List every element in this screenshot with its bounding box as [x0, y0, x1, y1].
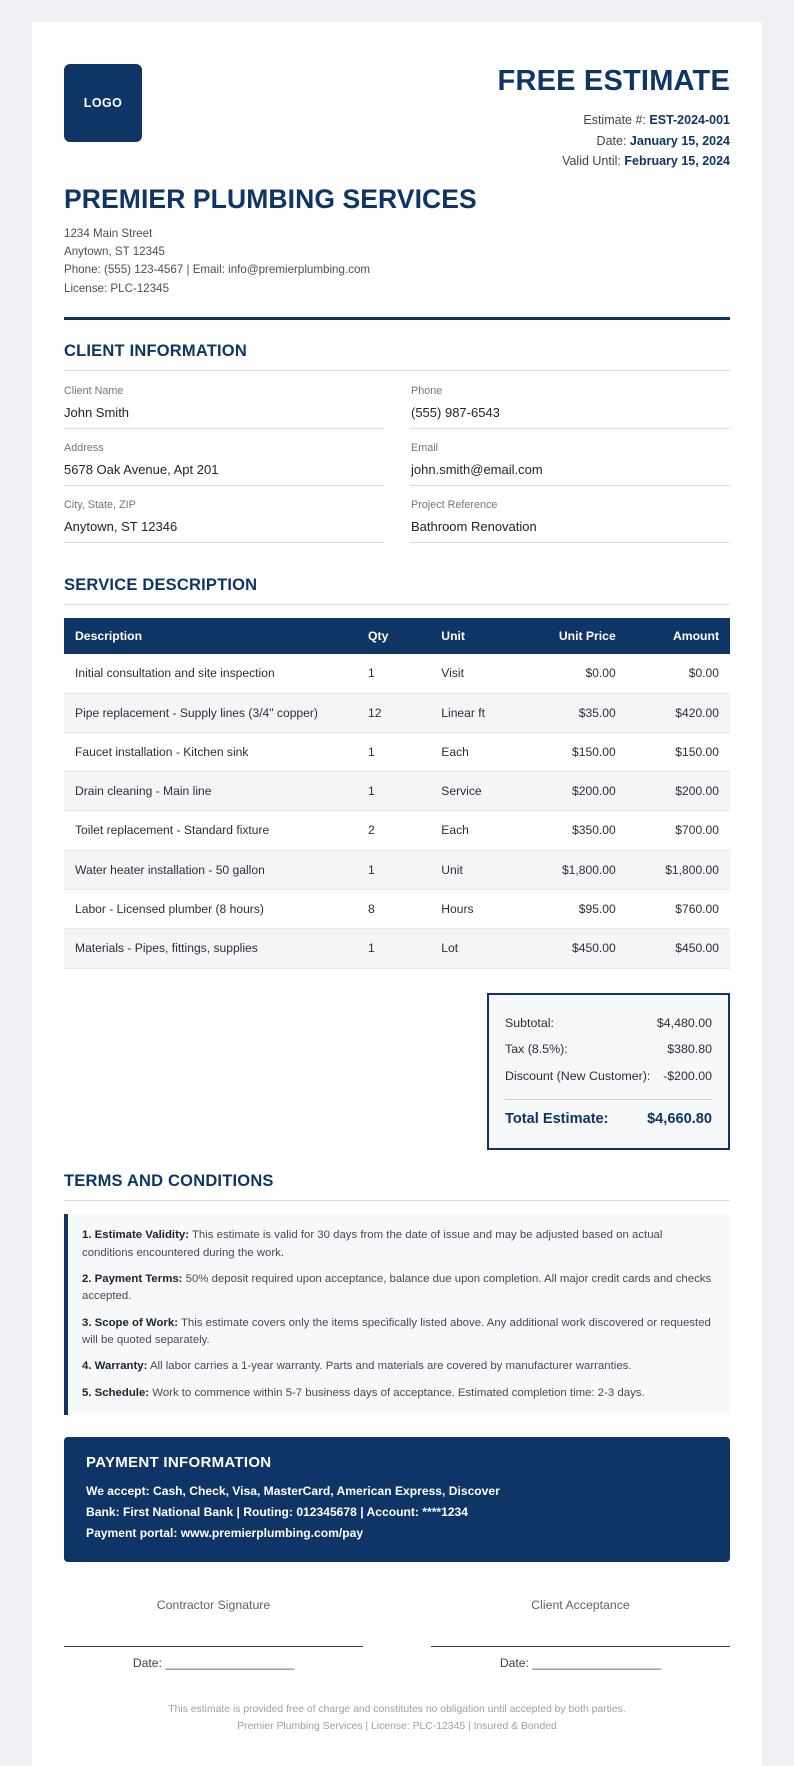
tax-label: Tax (8.5%): — [505, 1042, 568, 1057]
totals-wrapper — [64, 993, 730, 1151]
tax-value: $380.80 — [667, 1042, 712, 1057]
cell-description: Water heater installation - 50 gallon — [64, 850, 357, 889]
company-logo — [64, 64, 142, 142]
subtotal-label: Subtotal: — [505, 1015, 554, 1030]
totals-divider — [505, 1099, 712, 1100]
cell-unit-price: $350.00 — [524, 811, 627, 850]
table-row — [64, 890, 730, 929]
payment-portal-line: Payment portal: www.premierplumbing.com/pay — [86, 1525, 364, 1540]
company-address-line1: 1234 Main Street — [64, 226, 153, 240]
term-text: 50% deposit required upon acceptance, balance due upon completion. All major credit cards and checks accepted. — [82, 1273, 712, 1303]
payment-section-title: PAYMENT INFORMATION — [86, 1454, 272, 1472]
company-name: PREMIER PLUMBING SERVICES — [64, 184, 477, 215]
valid-until-line — [498, 151, 730, 171]
cell-unit: Linear ft — [430, 693, 523, 732]
header-divider — [64, 317, 730, 320]
cell-unit-price: $0.00 — [524, 654, 627, 693]
client-field-address — [64, 440, 383, 486]
field-label: Phone — [411, 385, 443, 398]
cell-unit-price: $150.00 — [524, 732, 627, 771]
cell-qty: 1 — [357, 929, 430, 968]
company-license-line: License: PLC-12345 — [64, 281, 170, 295]
company-contact-line: Phone: (555) 123-4567 | Email: info@premierplumbing.com — [64, 263, 371, 277]
cell-description: Pipe replacement - Supply lines (3/4" copper) — [64, 693, 357, 732]
cell-qty: 8 — [357, 890, 430, 929]
term-text: This estimate covers only the items specifically listed above. Any additional work discovered or requested will be quoted separately. — [82, 1316, 711, 1347]
term-item — [82, 1385, 714, 1402]
grand-total-value: $4,660.80 — [647, 1110, 712, 1127]
field-value: Anytown, ST 12346 — [64, 519, 178, 535]
contractor-signature-block — [64, 1598, 363, 1670]
column-header-amount: Amount — [627, 618, 730, 654]
client-acceptance-block — [431, 1598, 730, 1670]
term-label: 2. Payment Terms: — [82, 1273, 183, 1286]
client-date-field[interactable]: Date: ___________________ — [499, 1656, 662, 1671]
cell-qty: 12 — [357, 693, 430, 732]
terms-section-rule — [64, 1200, 730, 1201]
term-item — [82, 1358, 714, 1375]
tax-row — [505, 1036, 712, 1063]
cell-amount: $1,800.00 — [627, 850, 730, 889]
term-text: All labor carries a 1-year warranty. Parts and materials are covered by manufacturer warranties. — [147, 1360, 632, 1373]
field-value: (555) 987-6543 — [411, 405, 500, 421]
footer-disclaimer-line2: Premier Plumbing Services | License: PLC-12345 | Insured & Bonded — [237, 1721, 557, 1733]
payment-details-list — [86, 1481, 708, 1543]
client-field-city-state-zip — [64, 497, 383, 543]
term-label: 1. Estimate Validity: — [82, 1229, 189, 1242]
client-acceptance-caption: Client Acceptance — [531, 1598, 630, 1613]
payment-accepted-line: We accept: Cash, Check, Visa, MasterCard, American Express, Discover — [86, 1484, 500, 1499]
contractor-date-field[interactable]: Date: ___________________ — [132, 1656, 295, 1671]
estimate-number-label: Estimate #: — [583, 113, 646, 128]
client-information-section — [64, 342, 730, 554]
table-row — [64, 732, 730, 771]
client-signature-line[interactable] — [431, 1646, 730, 1647]
cell-amount: $700.00 — [627, 811, 730, 850]
table-row — [64, 850, 730, 889]
valid-until-label: Valid Until: — [562, 153, 621, 168]
table-header-row — [64, 618, 730, 654]
discount-row — [505, 1063, 712, 1090]
client-fields-grid — [64, 383, 730, 554]
contractor-signature-caption: Contractor Signature — [156, 1598, 271, 1613]
client-section-rule — [64, 370, 730, 371]
cell-unit-price: $1,800.00 — [524, 850, 627, 889]
field-value: Bathroom Renovation — [411, 519, 537, 535]
subtotal-row — [505, 1010, 712, 1037]
table-row — [64, 929, 730, 968]
cell-unit-price: $35.00 — [524, 693, 627, 732]
table-row — [64, 654, 730, 693]
estimate-meta-list — [498, 110, 730, 171]
subtotal-value: $4,480.00 — [656, 1015, 712, 1030]
table-row — [64, 811, 730, 850]
cell-unit-price: $450.00 — [524, 929, 627, 968]
client-field-email — [411, 440, 730, 486]
estimate-number-line — [498, 110, 730, 130]
cell-amount: $420.00 — [627, 693, 730, 732]
field-label: Address — [64, 442, 104, 455]
discount-label: Discount (New Customer): — [505, 1068, 651, 1083]
term-text: This estimate is valid for 30 days from the date of issue and may be adjusted based on actual conditions encountered during the work. — [82, 1229, 663, 1259]
term-label: 3. Scope of Work: — [82, 1316, 178, 1329]
column-header-unit-price: Unit Price — [524, 618, 627, 654]
contractor-signature-line[interactable] — [64, 1646, 363, 1647]
term-label: 4. Warranty: — [82, 1360, 148, 1373]
grand-total-label: Total Estimate: — [505, 1110, 609, 1127]
term-item — [82, 1271, 714, 1306]
header-meta-block — [498, 64, 730, 171]
services-table — [64, 618, 730, 969]
footer-disclaimer-line1: This estimate is provided free of charge and constitutes no obligation until accepted by both parties. — [168, 1704, 626, 1716]
estimate-document — [32, 22, 762, 1766]
cell-description: Materials - Pipes, fittings, supplies — [64, 929, 357, 968]
discount-value: -$200.00 — [663, 1068, 712, 1083]
client-field-phone — [411, 383, 730, 429]
cell-unit: Each — [430, 732, 523, 771]
term-label: 5. Schedule: — [82, 1386, 150, 1399]
cell-qty: 1 — [357, 654, 430, 693]
field-value: 5678 Oak Avenue, Apt 201 — [64, 462, 219, 478]
cell-amount: $200.00 — [627, 772, 730, 811]
column-header-unit: Unit — [430, 618, 523, 654]
signature-section — [64, 1598, 730, 1670]
grand-total-row — [505, 1107, 712, 1135]
cell-amount: $150.00 — [627, 732, 730, 771]
cell-qty: 1 — [357, 732, 430, 771]
cell-description: Toilet replacement - Standard fixture — [64, 811, 357, 850]
company-address-line2: Anytown, ST 12345 — [64, 245, 165, 259]
service-section-title: SERVICE DESCRIPTION — [64, 576, 258, 595]
term-item — [82, 1227, 714, 1262]
table-row — [64, 772, 730, 811]
cell-description: Labor - Licensed plumber (8 hours) — [64, 890, 357, 929]
field-value: john.smith@email.com — [411, 462, 543, 478]
estimate-date-label: Date: — [596, 133, 627, 148]
services-table-body — [64, 654, 730, 968]
service-section-rule — [64, 604, 730, 605]
estimate-number-value: EST-2024-001 — [649, 113, 730, 128]
cell-unit: Unit — [430, 850, 523, 889]
cell-unit-price: $95.00 — [524, 890, 627, 929]
column-header-description: Description — [64, 618, 357, 654]
cell-unit: Lot — [430, 929, 523, 968]
field-value: John Smith — [64, 405, 130, 421]
term-item — [82, 1315, 714, 1350]
terms-box — [64, 1214, 730, 1415]
terms-section — [64, 1172, 730, 1415]
logo-text: LOGO — [83, 96, 123, 110]
cell-unit: Hours — [430, 890, 523, 929]
field-label: City, State, ZIP — [64, 499, 136, 512]
cell-amount: $760.00 — [627, 890, 730, 929]
cell-description: Faucet installation - Kitchen sink — [64, 732, 357, 771]
field-label: Project Reference — [411, 499, 498, 512]
cell-qty: 2 — [357, 811, 430, 850]
document-footer — [64, 1702, 730, 1740]
cell-unit: Service — [430, 772, 523, 811]
estimate-date-value: January 15, 2024 — [629, 133, 730, 148]
company-contact-block — [64, 225, 730, 298]
cell-description: Drain cleaning - Main line — [64, 772, 357, 811]
valid-until-value: February 15, 2024 — [624, 153, 730, 168]
document-header — [64, 64, 730, 320]
header-top-row — [64, 64, 730, 171]
cell-unit: Each — [430, 811, 523, 850]
payment-information-panel — [64, 1437, 730, 1562]
cell-unit-price: $200.00 — [524, 772, 627, 811]
totals-box — [487, 993, 730, 1151]
term-text: Work to commence within 5-7 business days of acceptance. Estimated completion time: 2-3 days. — [149, 1386, 645, 1399]
cell-qty: 1 — [357, 850, 430, 889]
cell-qty: 1 — [357, 772, 430, 811]
estimate-date-line — [498, 131, 730, 151]
client-field-project-reference — [411, 497, 730, 543]
payment-bank-line: Bank: First National Bank | Routing: 012345678 | Account: ****1234 — [86, 1504, 469, 1519]
cell-unit: Visit — [430, 654, 523, 693]
cell-amount: $0.00 — [627, 654, 730, 693]
cell-description: Initial consultation and site inspection — [64, 654, 357, 693]
services-table-head — [64, 618, 730, 654]
field-label: Client Name — [64, 385, 124, 398]
terms-section-title: TERMS AND CONDITIONS — [64, 1172, 274, 1191]
column-header-qty: Qty — [357, 618, 430, 654]
client-field-client-name — [64, 383, 383, 429]
table-row — [64, 693, 730, 732]
service-description-section — [64, 576, 730, 1150]
client-section-title: CLIENT INFORMATION — [64, 342, 247, 361]
field-label: Email — [411, 442, 438, 455]
cell-amount: $450.00 — [627, 929, 730, 968]
page-title: FREE ESTIMATE — [497, 65, 730, 97]
